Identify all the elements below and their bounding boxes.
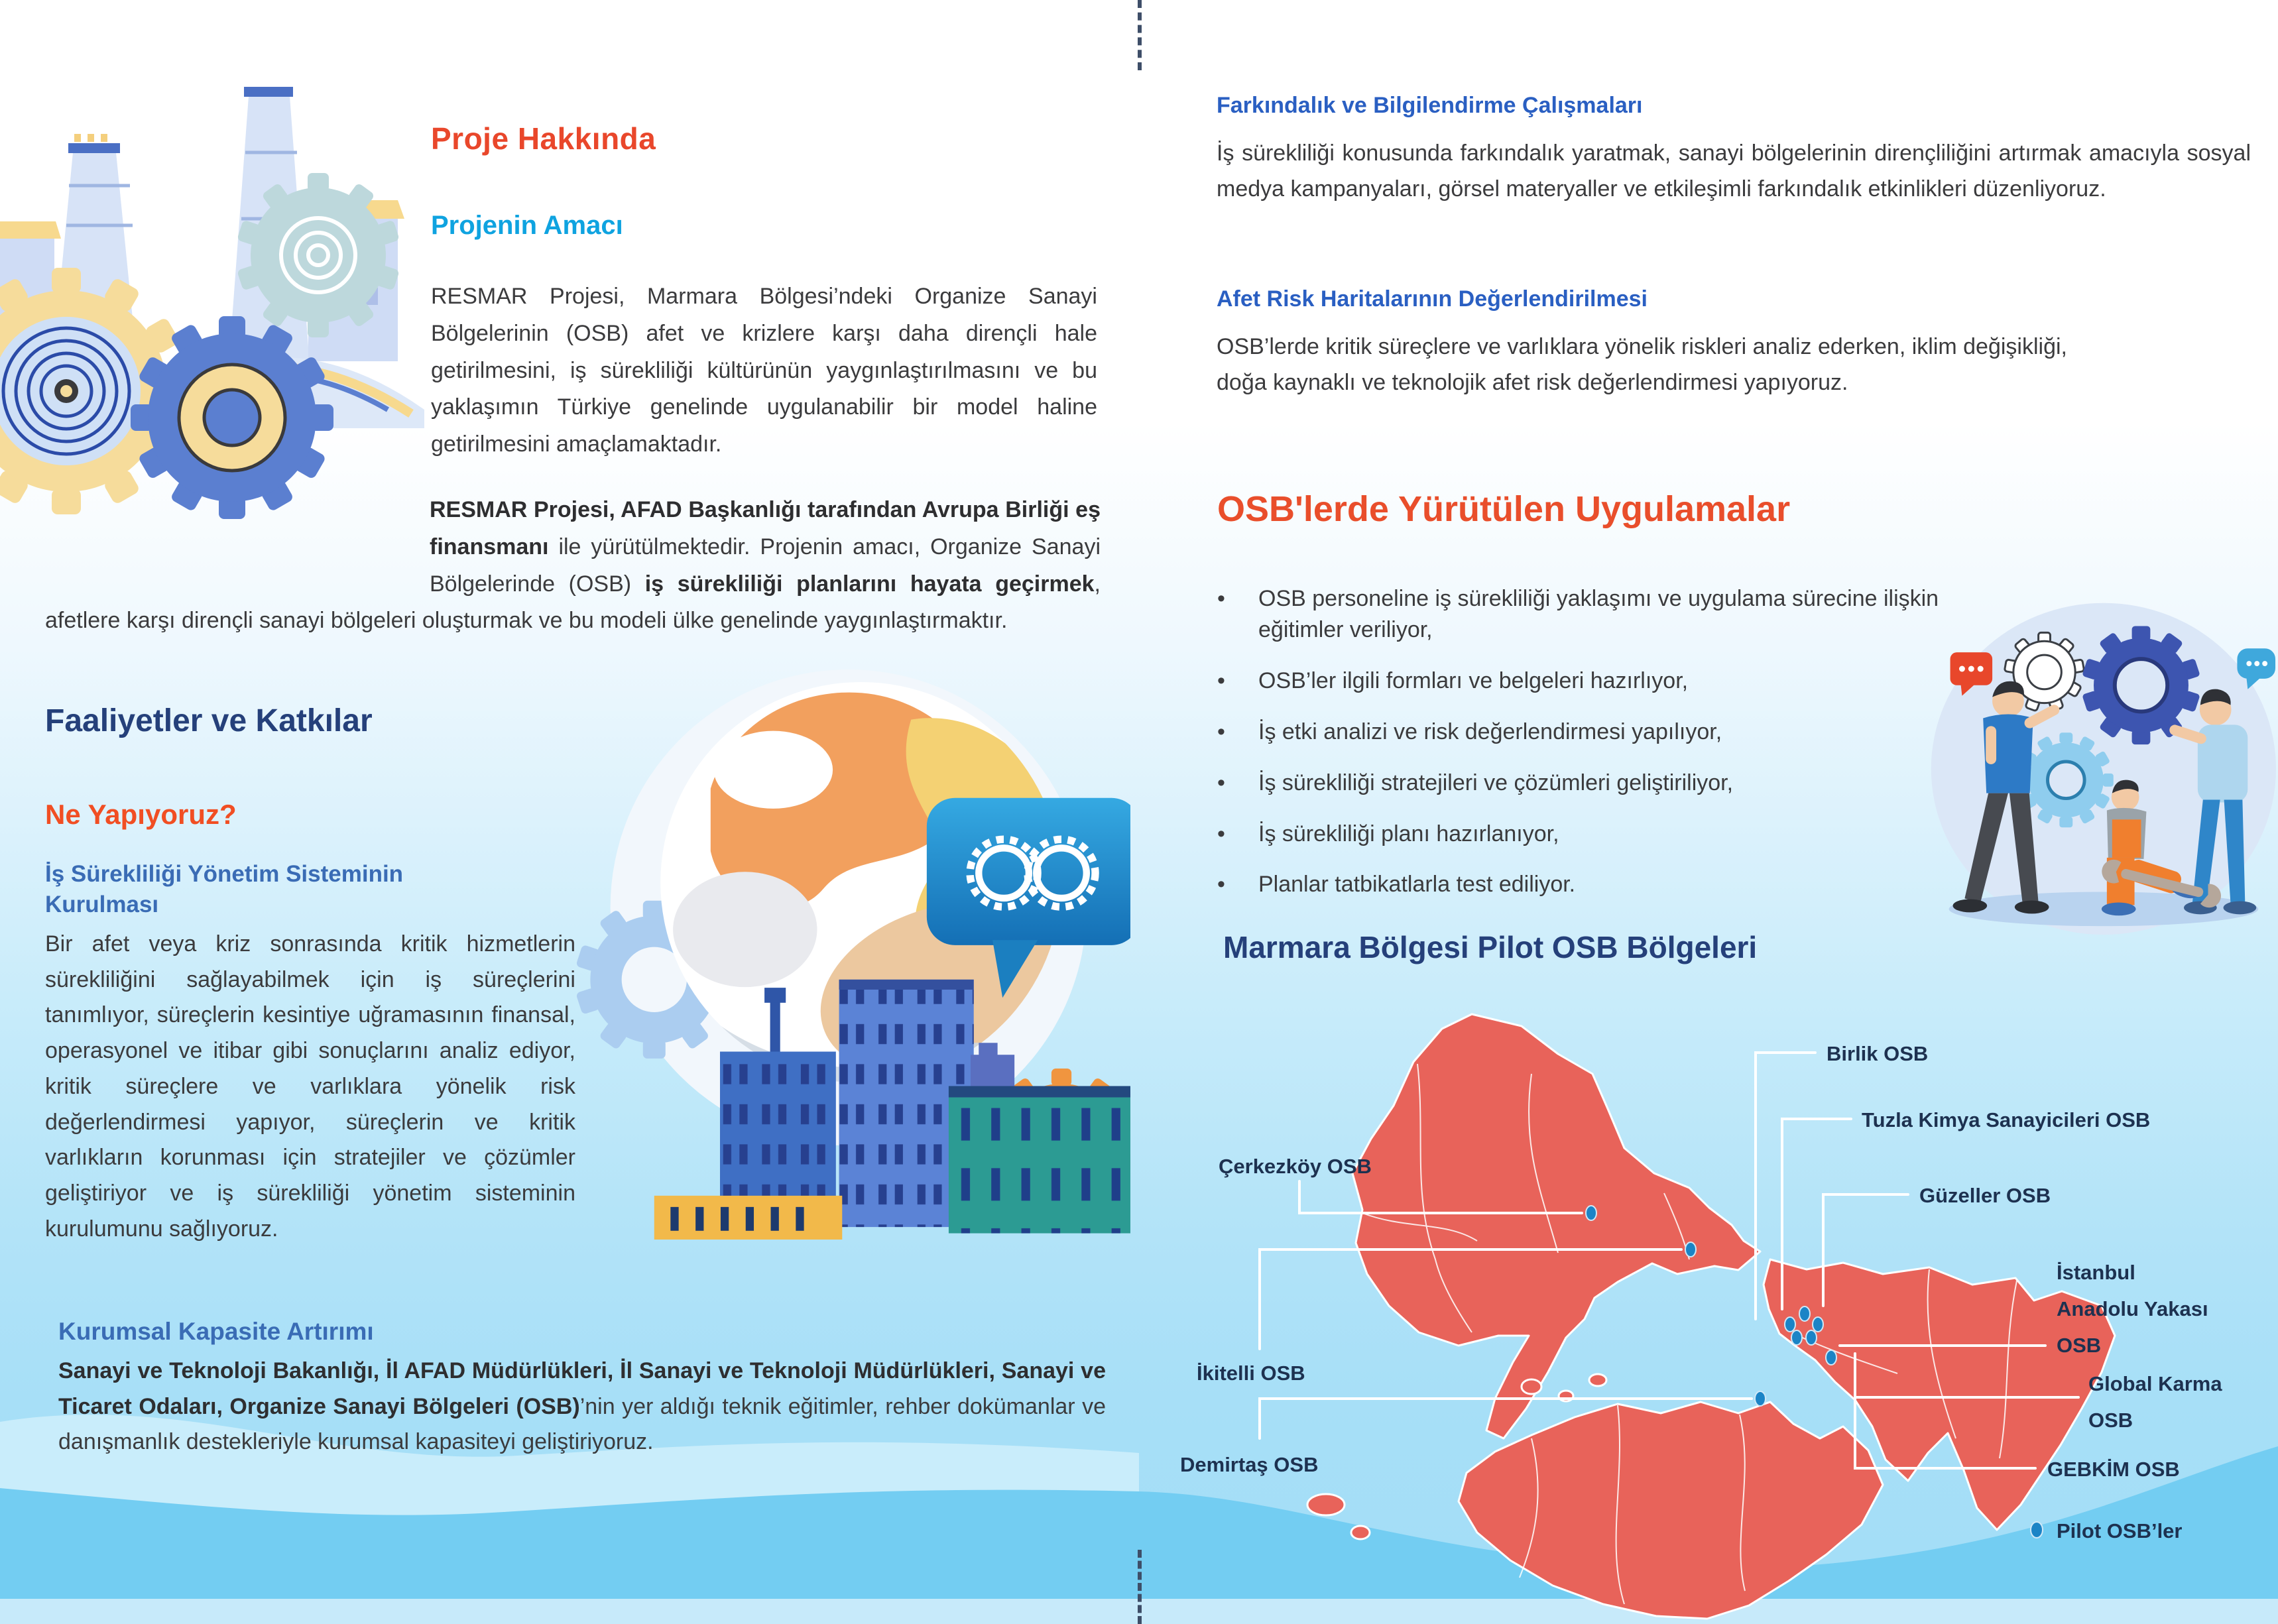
map-label-cerkezkoy: Çerkezköy OSB [1219, 1155, 1372, 1178]
map-legend [2031, 1519, 2182, 1542]
bullet-icon: • [1217, 821, 1225, 846]
list-item [1217, 869, 2006, 900]
bullet-text: Planlar tatbikatlarla test ediliyor. [1258, 872, 1576, 898]
apps-title: OSB'lerde Yürütülen Uygulamalar [1217, 489, 1791, 529]
map-label-istanbul-3: OSB [2057, 1334, 2102, 1357]
awareness-paragraph: İş sürekliliği konusunda farkındalık yaratmak, sanayi bölgelerinin dirençliliğini artırmak amacıyla sosyal medya kampanyaları, görsel materyaller ve etkileşimli farkındalık etkinlikleri düzenliyoruz. [1217, 141, 2251, 202]
marmara-map [1160, 974, 2278, 1624]
map-label-birlik: Birlik OSB [1827, 1042, 1929, 1065]
map-label-ikitelli: İkitelli OSB [1197, 1362, 1305, 1385]
bullet-text: İş sürekliliği stratejileri ve çözümleri geliştiriliyor, [1258, 770, 1734, 795]
map-legend-label: Pilot OSB’ler [2057, 1519, 2183, 1542]
map-label-istanbul-1: İstanbul [2057, 1261, 2135, 1284]
bullet-text: İş etki analizi ve risk değerlendirmesi yapılıyor, [1258, 719, 1722, 744]
map-label-global-1: Global Karma [2088, 1372, 2222, 1395]
list-item [1217, 583, 2006, 646]
bullet-icon: • [1217, 586, 1225, 611]
map-label-gebkim: GEBKİM OSB [2047, 1458, 2180, 1481]
bcms-title: İş Sürekliliği Yönetim Sisteminin Kurulması [45, 861, 404, 918]
about-title: Proje Hakkında [431, 121, 656, 156]
list-item [1217, 666, 2006, 697]
risk-paragraph: OSB’lerde kritik süreçlere ve varlıklara yönelik riskleri analiz ederken, iklim değişikliği, doğa kaynaklı ve teknolojik afet risk değerlendirmesi yapıyoruz. [1217, 334, 2068, 395]
list-item [1217, 717, 2006, 748]
capacity-paragraph [58, 1354, 1106, 1460]
map-label-global-2: OSB [2088, 1409, 2133, 1432]
capacity-paragraph-bold: Sanayi ve Teknoloji Bakanlığı, İl AFAD Müdürlükleri, İl Sanayi ve Teknoloji Müdürlükleri, Sanayi ve Ticaret Odaları, Organize Sanayi Bölgeleri (OSB) [58, 1358, 1106, 1419]
bullet-icon: • [1217, 719, 1225, 744]
apps-bullet-list [1217, 583, 2006, 920]
pilot-dot-icon [2031, 1522, 2043, 1538]
globe-buildings-illustration [560, 613, 1130, 1240]
bullet-icon: • [1217, 872, 1225, 898]
bcms-paragraph: Bir afet veya kriz sonrasında kritik hizmetlerin sürekliliğini sağlayabilmek için iş süreçlerini tanımlıyor, süreçlerin kesintiye uğramasının finansal, operasyonel ve itibar gibi sonuçlarını analiz ediyor, kritik süreçlere ve varlıklara yönelik risk değerlendirmesi yapıyor, süreçlerin ve kritik varlıkların korunması için stratejiler ve çözümler geliştiriyor ve iş sürekliliği yönetim sisteminin kurulumunu sağlıyoruz. [45, 931, 575, 1242]
about-paragraph-1: RESMAR Projesi, Marmara Bölgesi’ndeki Organize Sanayi Bölgelerinin (OSB) afet ve krizlere karşı daha dirençli hale getirilmesini, iş sürekliliği kültürünün yaygınlaştırılmasını ve bu yaklaşımın Türkiye genelinde uygulanabilir bir model haline getirilmesini amaçlamaktadır. [431, 284, 1097, 457]
risk-title: Afet Risk Haritalarının Değerlendirilmesi [1217, 286, 1648, 312]
map-label-tuzla: Tuzla Kimya Sanayicileri OSB [1862, 1108, 2151, 1131]
bullet-text: İş sürekliliği planı hazırlanıyor, [1258, 821, 1559, 846]
map-land [1307, 1014, 2115, 1619]
fold-dash-bottom [1138, 1550, 1142, 1624]
teamwork-illustration [1909, 573, 2278, 945]
awareness-title: Farkındalık ve Bilgilendirme Çalışmaları [1217, 93, 1643, 118]
about-subtitle: Projenin Amacı [431, 211, 623, 240]
bullet-icon: • [1217, 667, 1225, 693]
capacity-paragraph-rest: ’nin yer aldığı teknik eğitimler, rehber dokümanlar ve danışmanlık destekleriyle kurumsal kapasiteyi geliştiriyoruz. [58, 1393, 1106, 1455]
bullet-text: OSB personeline iş sürekliliği yaklaşımı ve uygulama sürecine ilişkin eğitimler veriliyor, [1258, 586, 1939, 642]
illustration-wrap-spacer [45, 492, 430, 567]
about-paragraph-2-bold: RESMAR Projesi, AFAD Başkanlığı tarafından Avrupa Birliği eş finansmanı [430, 497, 1101, 559]
bullet-text: OSB’ler ilgili formları ve belgeleri hazırlıyor, [1258, 667, 1689, 693]
activities-title: Faaliyetler ve Katkılar [45, 703, 373, 738]
map-title: Marmara Bölgesi Pilot OSB Bölgeleri [1223, 930, 1758, 964]
about-paragraph-2-mid: ile yürütülmektedir. Projenin amacı, Organize Sanayi Bölgelerinde (OSB) [430, 534, 1101, 597]
map-label-istanbul-2: Anadolu Yakası [2057, 1297, 2208, 1320]
activities-question: Ne Yapıyoruz? [45, 799, 237, 830]
map-label-guzeller: Güzeller OSB [1919, 1184, 2051, 1207]
list-item [1217, 768, 2006, 799]
fold-dash-top [1138, 0, 1142, 70]
capacity-title: Kurumsal Kapasite Artırımı [58, 1318, 374, 1345]
about-paragraph-2-bold2: iş sürekliliği planlarını hayata geçirmek [644, 571, 1095, 597]
map-label-demirtas: Demirtaş OSB [1180, 1453, 1319, 1476]
bullet-icon: • [1217, 770, 1225, 795]
about-paragraph-2-end: , afetlere karşı dirençli sanayi bölgeleri oluşturmak ve bu modeli ülke genelinde yaygınlaştırmaktır. [45, 571, 1101, 634]
list-item [1217, 819, 2006, 850]
